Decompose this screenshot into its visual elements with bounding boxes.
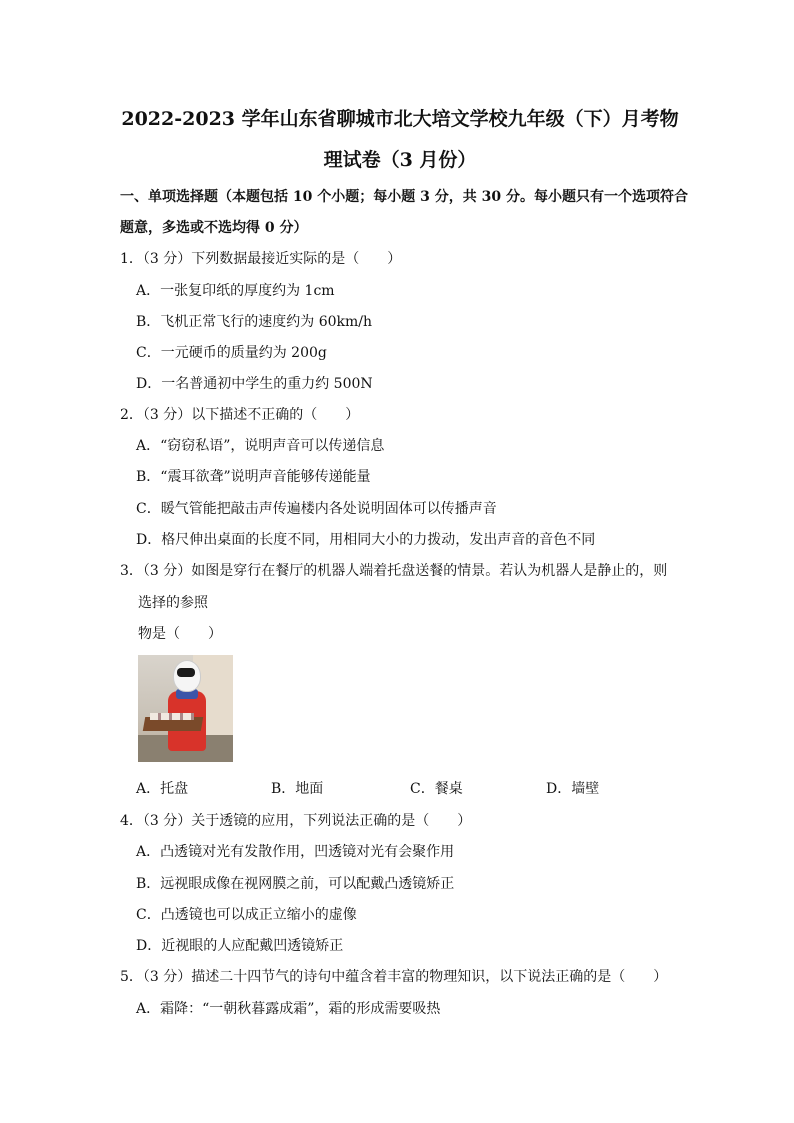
section-heading-cont: 题意，多选或不选均得 0 分） <box>120 220 308 236</box>
question-1-option-b: B．飞机正常飞行的速度约为 60km/h <box>136 314 373 330</box>
question-3-stem-end: 物是（ ） <box>138 626 222 642</box>
question-2-option-b: B．“震耳欲聋”说明声音能够传递能量 <box>136 469 371 485</box>
question-2-option-d: D．格尺伸出桌面的长度不同，用相同大小的力拨动，发出声音的音色不同 <box>136 532 596 548</box>
question-5-stem: 5．（3 分）描述二十四节气的诗句中蕴含着丰富的物理知识，以下说法正确的是（ ） <box>120 969 668 985</box>
question-2-option-a: A．“窃窃私语”，说明声音可以传递信息 <box>136 438 385 454</box>
question-2-option-c: C．暖气管能把敲击声传遍楼内各处说明固体可以传播声音 <box>136 501 497 517</box>
question-3-option-b: B．地面 <box>271 781 324 797</box>
question-2-stem: 2．（3 分）以下描述不正确的（ ） <box>120 407 360 423</box>
exam-title-line-2: 理试卷（3 月份） <box>323 149 477 171</box>
question-4-option-d: D．近视眼的人应配戴凹透镜矫正 <box>136 938 344 954</box>
question-3-stem: 3．（3 分）如图是穿行在餐厅的机器人端着托盘送餐的情景。若认为机器人是静止的，则 <box>120 563 668 579</box>
question-4-option-c: C．凸透镜也可以成正立缩小的虚像 <box>136 907 357 923</box>
question-4-option-b: B．远视眼成像在视网膜之前，可以配戴凸透镜矫正 <box>136 876 455 892</box>
question-4-option-a: A．凸透镜对光有发散作用，凹透镜对光有会聚作用 <box>136 844 455 860</box>
question-1-stem: 1．（3 分）下列数据最接近实际的是（ ） <box>120 251 402 267</box>
question-3-stem-cont: 选择的参照 <box>138 595 208 611</box>
question-4-stem: 4．（3 分）关于透镜的应用，下列说法正确的是（ ） <box>120 813 472 829</box>
question-1-option-d: D．一名普通初中学生的重力约 500N <box>136 376 373 392</box>
question-1-option-a: A．一张复印纸的厚度约为 1cm <box>136 283 335 299</box>
question-3-option-a: A．托盘 <box>136 781 189 797</box>
exam-title-line-1: 2022-2023 学年山东省聊城市北大培文学校九年级（下）月考物 <box>121 108 679 130</box>
question-5-option-a: A．霜降：“一朝秋暮露成霜”，霜的形成需要吸热 <box>136 1001 441 1017</box>
question-3-option-d: D．墙壁 <box>546 781 600 797</box>
section-heading: 一、单项选择题（本题包括 10 个小题；每小题 3 分，共 30 分。每小题只有一个选项符合 <box>120 189 688 205</box>
question-3-option-c: C．餐桌 <box>410 781 463 797</box>
restaurant-robot-photo <box>138 655 233 762</box>
question-1-option-c: C．一元硬币的质量约为 200g <box>136 345 327 361</box>
